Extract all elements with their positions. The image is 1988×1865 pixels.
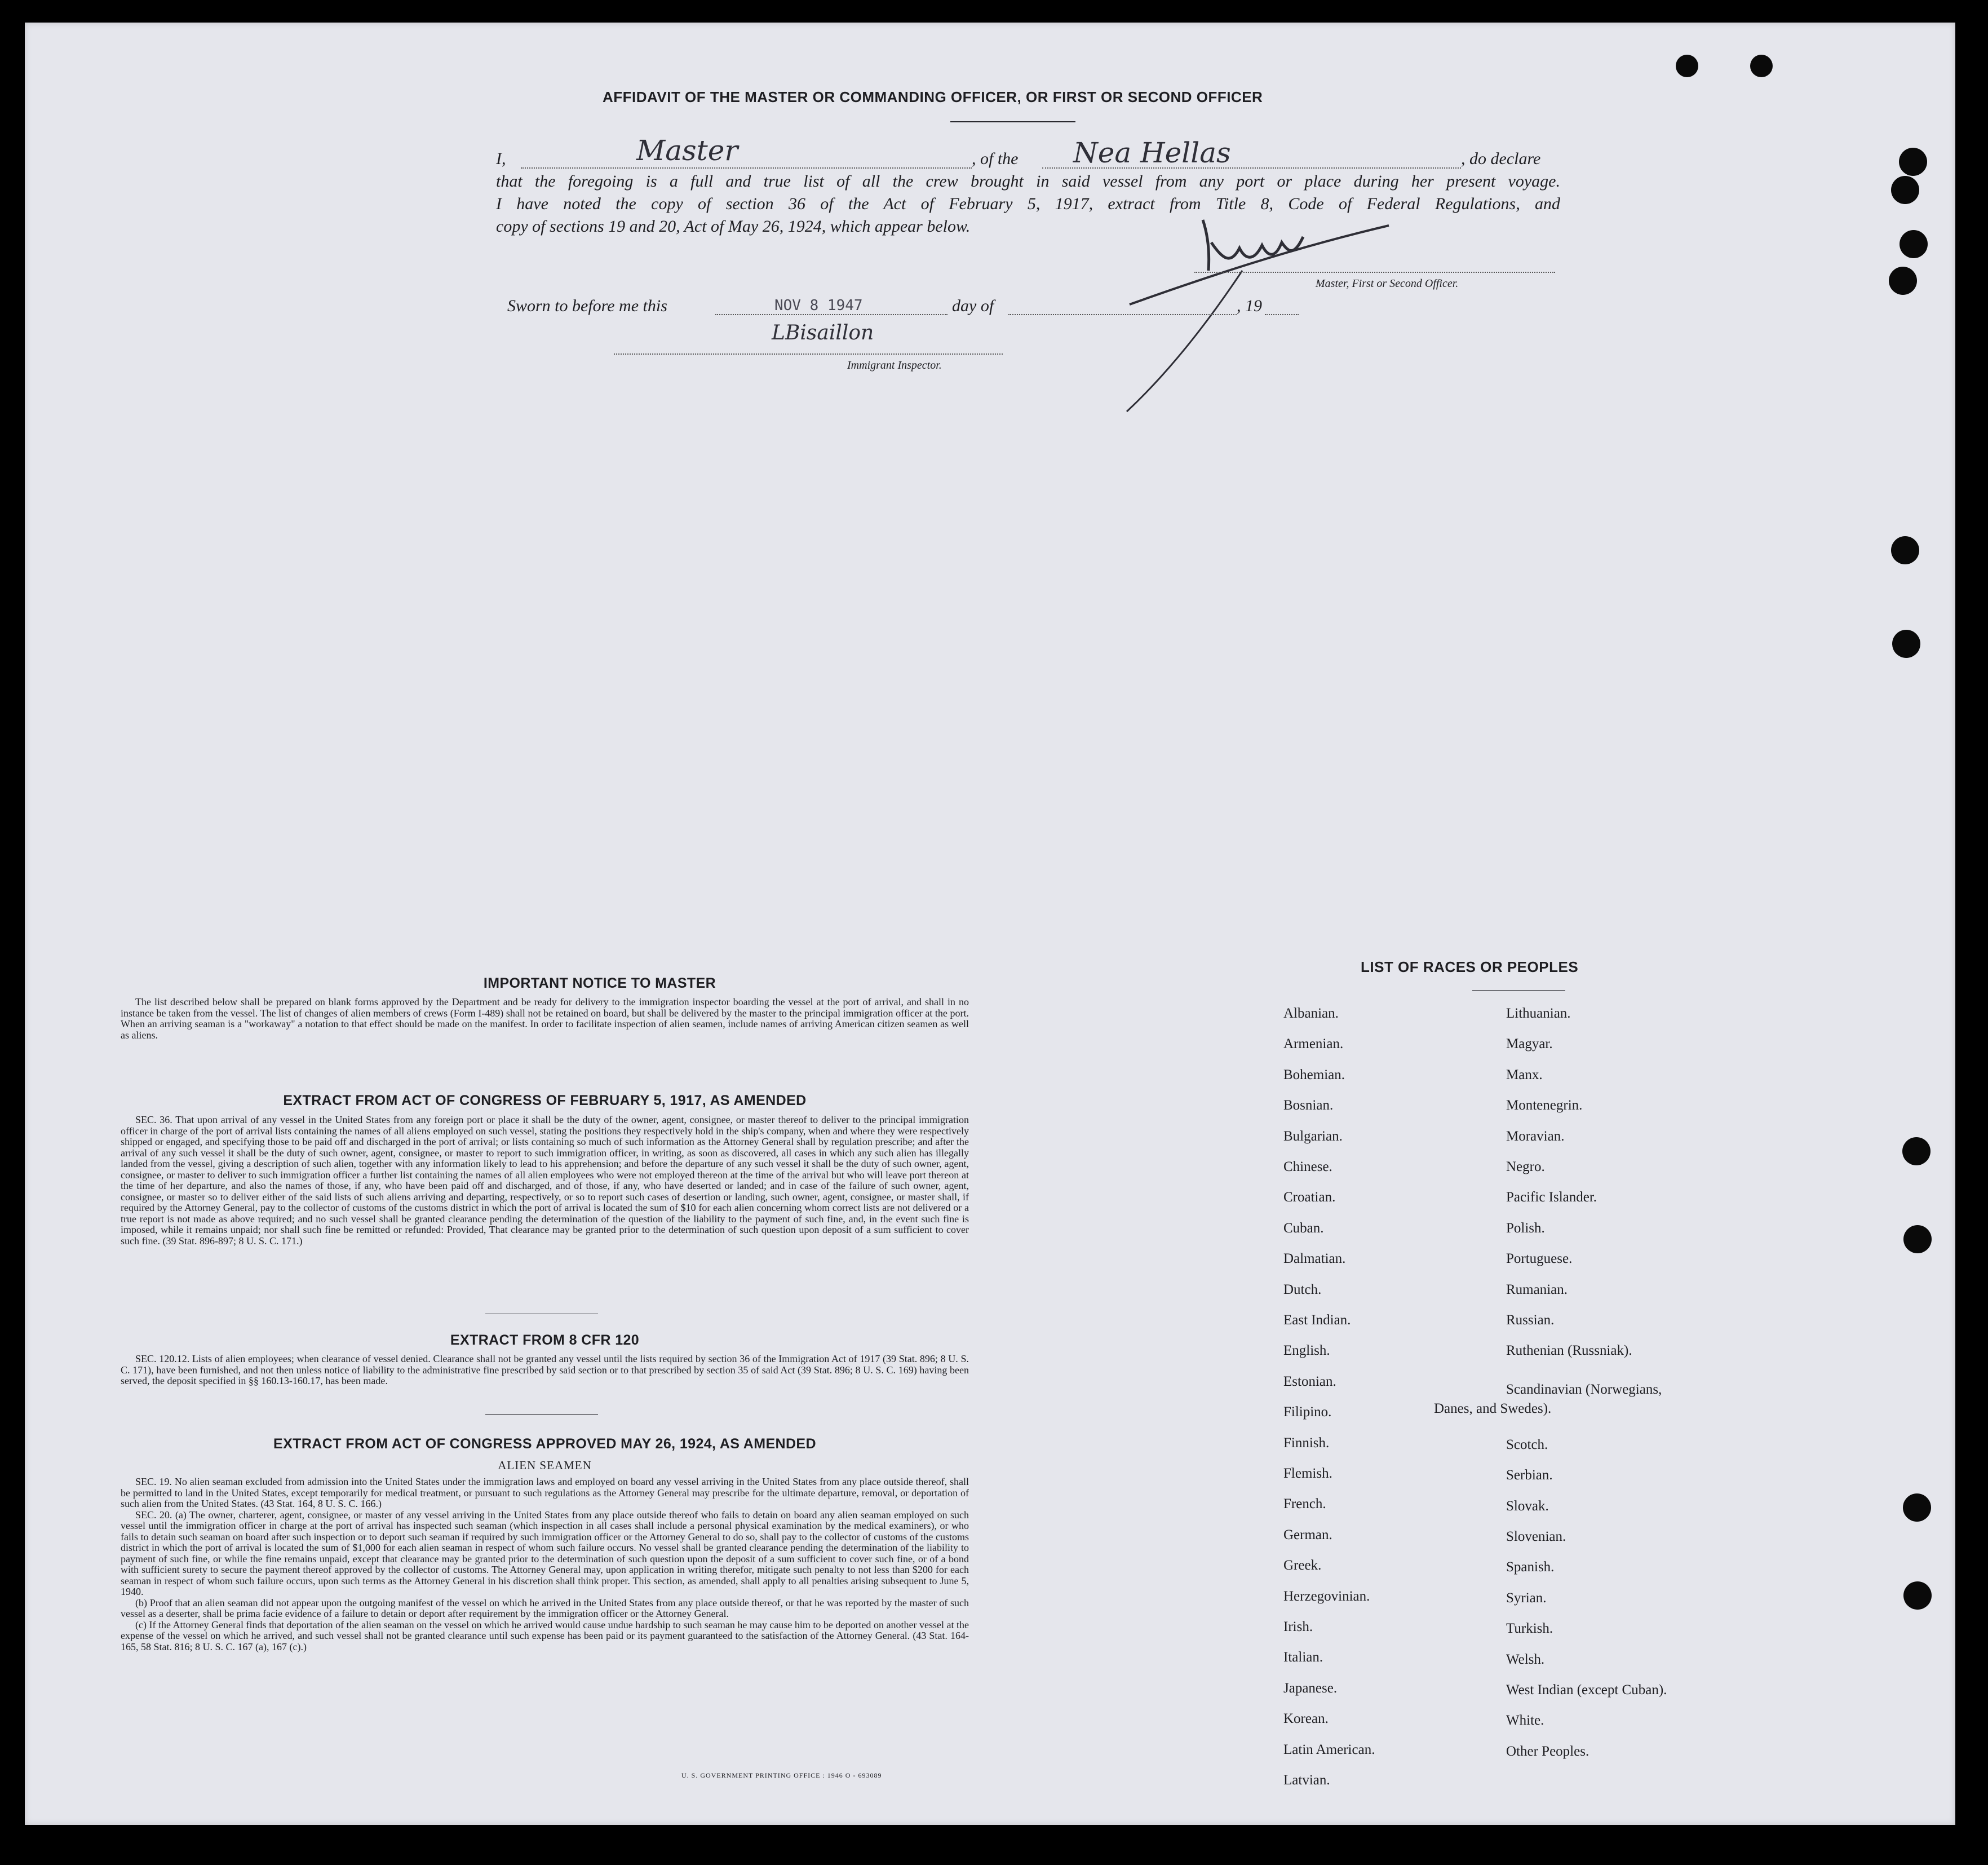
race-item: Korean.: [1283, 1711, 1329, 1727]
inspector-signature-handwritten: LBisaillon: [772, 321, 874, 344]
race-item: Irish.: [1283, 1619, 1313, 1634]
inspector-label: Immigrant Inspector.: [847, 359, 942, 372]
race-item: Spanish.: [1506, 1559, 1555, 1575]
extract-cfr-block: [121, 1354, 969, 1387]
punch-hole: [1889, 267, 1917, 295]
race-item: Croatian.: [1283, 1190, 1336, 1205]
document-page: [25, 23, 1955, 1825]
master-signature-label: Master, First or Second Officer.: [1316, 277, 1459, 290]
affidavit-line-2: that the foregoing is a full and true list of all the crew brought in said vessel from any port or place during her present voyage.: [496, 172, 1560, 191]
extract-1924-sec19: SEC. 19. No alien seaman excluded from admission into the United States under the immigration laws and employed on board any vessel arriving in the United States from any place outside thereof, shall be permitted to land in the United States, except temporarily for medical treatment, or pursuant to such regulations as the Attorney General may prescribe for the ultimate departure, removal, or deportation of such alien from the United States. (43 Stat. 164, 8 U. S. C. 166.): [121, 1476, 969, 1509]
punch-hole: [1676, 55, 1698, 77]
race-item: Bosnian.: [1283, 1098, 1334, 1113]
race-item: Other Peoples.: [1506, 1743, 1589, 1759]
races-title-underline: [1472, 990, 1565, 991]
divider-1924: [485, 1414, 598, 1415]
race-item: German.: [1283, 1527, 1332, 1543]
punch-hole: [1750, 55, 1773, 77]
race-item: Latin American.: [1283, 1742, 1375, 1757]
race-item: Polish.: [1506, 1220, 1545, 1236]
affidavit-line-3: I have noted the copy of section 36 of the Act of February 5, 1917, extract from Title 8, Code of Federal Regulations, and: [496, 195, 1560, 213]
race-item: Albanian.: [1283, 1006, 1339, 1021]
extract-1917-title: EXTRACT FROM ACT OF CONGRESS OF FEBRUARY 5, 1917, AS AMENDED: [283, 1093, 807, 1108]
punch-hole: [1903, 1581, 1932, 1610]
race-item: Manx.: [1506, 1067, 1543, 1082]
punch-hole: [1903, 1225, 1932, 1253]
race-item: Turkish.: [1506, 1621, 1553, 1637]
notice-body: The list described below shall be prepared on blank forms approved by the Department and be ready for delivery to the immigration inspector boarding the vessel at the port of arrival, and shall in no instance be taken from the vessel. The list of changes of alien members of crews (Form I-489) shall not be retained on board, but shall be delivered by the master to the principal immigration officer at the port. When an arriving seaman is a "workaway" a notation to that effect should be made on the manifest. In order to facilitate inspection of alien seamen, include names of arriving American citizen seamen as well as aliens.: [121, 996, 969, 1041]
notice-title: IMPORTANT NOTICE TO MASTER: [483, 975, 716, 991]
race-item: White.: [1506, 1713, 1544, 1729]
inspector-signature-line: [614, 353, 1003, 355]
race-item: Lithuanian.: [1506, 1006, 1571, 1021]
punch-hole: [1902, 1137, 1931, 1165]
affidavit-title: AFFIDAVIT OF THE MASTER OR COMMANDING OFFICER, OR FIRST OR SECOND OFFICER: [603, 89, 1263, 105]
sworn-date-line: [715, 314, 947, 315]
extract-1917-body: SEC. 36. That upon arrival of any vessel in the United States from any foreign port or place it shall be the duty of the owner, agent, consignee, or master thereof to deliver to the principal immigration officer in charge of the port of arrival lists containing the names of all aliens employed on such vessel, stating the positions they respectively hold in the ship's company, when and where they were respectively shipped or engaged, and specifying those to be paid off and discharged in the port of arrival; or lists containing so much of such information as the Attorney General shall by regulation prescribe; and after the arrival of any such vessel it shall be the duty of such owner, agent, consignee, or master to report to such immigration officer, in writing, as soon as discovered, all cases in which any such alien has illegally landed from the vessel, giving a description of such alien, together with any information likely to lead to his apprehension; and before the departure of any such vessel it shall be the duty of such owner, agent, consignee, or master to deliver to such immigration officer a further list containing the names of all alien employees who were not employed thereon at the time of the arrival but who will leave port thereon at the time of her departure, and also the names of those, if any, who have been paid off and discharged, and of those, if any, who have deserted or landed; and in case of the failure of such owner, agent, consignee, or master so to deliver either of the said lists of such aliens arriving and departing, respectively, or so to report such cases of desertion or landing, such owner, agent, consignee, or master shall, if required by the Attorney General, pay to the collector of customs of the customs district in which the port of arrival is located the sum of $10 for each alien concerning whom correct lists are not delivered or a true report is not made as above required; and no such vessel shall be granted clearance pending the determination of the question of the liability to the payment of such fine, and, in the event such fine is imposed, while it remains unpaid; nor shall such fine be remitted or refunded: Provided, That clearance may be granted prior to the determination of such question upon deposit of a sum sufficient to cover such fine. (39 Stat. 896-897; 8 U. S. C. 171.): [121, 1114, 969, 1247]
sworn-label: Sworn to before me this: [507, 297, 667, 315]
of-the-label: , of the: [972, 149, 1019, 168]
race-item: Dutch.: [1283, 1281, 1322, 1297]
punch-hole: [1899, 148, 1927, 176]
extract-1924-block: [121, 1477, 969, 1652]
extract-1924-sec20b: (b) Proof that an alien seaman did not appear upon the outgoing manifest of the vessel on which he arrived in the United States from any place outside thereof, or that he was reported by the master of such vessel as a deserter, shall be prima facie evidence of a failure to detain or deport after requirement by the immigration officer or the Attorney General.: [121, 1597, 969, 1619]
race-item: West Indian (except Cuban).: [1506, 1682, 1667, 1698]
punch-hole: [1892, 630, 1920, 658]
do-declare-label: , do declare: [1461, 149, 1541, 168]
punch-hole: [1891, 176, 1919, 204]
master-signature-line: [1194, 272, 1555, 273]
races-title: LIST OF RACES OR PEOPLES: [1361, 958, 1579, 975]
extract-cfr-title: EXTRACT FROM 8 CFR 120: [450, 1332, 640, 1348]
affidavit-line-4: copy of sections 19 and 20, Act of May 26, 1924, which appear below.: [496, 217, 971, 236]
race-item: Russian.: [1506, 1312, 1555, 1328]
race-item: French.: [1283, 1496, 1326, 1512]
race-item: Syrian.: [1506, 1590, 1547, 1606]
extract-cfr-body: SEC. 120.12. Lists of alien employees; when clearance of vessel denied. Clearance shall not be granted any vessel until the lists required by section 36 of the Immigration Act of 1917 (39 Stat. 896; 8 U. S. C. 171), have been furnished, and not then unless notice of liability to the administrative fine prescribed by said section or to that prescribed by section 35 of said Act (39 Stat. 896; 8 U. S. C. 169) having been served, the deposit specified in §§ 160.13-160.17, has been made.: [121, 1353, 969, 1386]
race-item: Negro.: [1506, 1159, 1545, 1174]
declarant-name-line: [521, 167, 972, 169]
race-item: Scotch.: [1506, 1437, 1548, 1452]
race-item: Japanese.: [1283, 1680, 1338, 1696]
extract-1924-title: EXTRACT FROM ACT OF CONGRESS APPROVED MAY 26, 1924, AS AMENDED: [273, 1436, 816, 1452]
race-item: Flemish.: [1283, 1466, 1332, 1481]
race-item: Slovenian.: [1506, 1529, 1566, 1544]
punch-hole: [1891, 536, 1919, 564]
race-item: Finnish.: [1283, 1435, 1330, 1451]
race-item: Moravian.: [1506, 1128, 1565, 1144]
race-item: Armenian.: [1283, 1036, 1344, 1052]
race-item: Cuban.: [1283, 1220, 1324, 1236]
master-signature-mark: [1124, 209, 1406, 423]
race-item: Magyar.: [1506, 1036, 1553, 1052]
race-item: Montenegrin.: [1506, 1098, 1583, 1113]
year-prefix: , 19: [1237, 297, 1262, 315]
race-item: Rumanian.: [1506, 1281, 1568, 1297]
vessel-name-handwritten: Nea Hellas: [1073, 136, 1231, 169]
alien-seamen-subtitle: ALIEN SEAMEN: [498, 1459, 592, 1472]
race-item: Italian.: [1283, 1650, 1323, 1665]
race-item: Bulgarian.: [1283, 1128, 1343, 1144]
race-item: Danes, and Swedes).: [1434, 1400, 1552, 1416]
race-item: Bohemian.: [1283, 1067, 1345, 1082]
race-item: Slovak.: [1506, 1498, 1549, 1514]
printing-office-footer: U. S. GOVERNMENT PRINTING OFFICE : 1946 O - 693089: [681, 1771, 882, 1779]
race-item: East Indian.: [1283, 1312, 1351, 1328]
race-item: Pacific Islander.: [1506, 1190, 1597, 1205]
title-underline: [950, 121, 1075, 122]
notice-block: [121, 997, 969, 1041]
race-item: Estonian.: [1283, 1373, 1336, 1389]
race-item: Latvian.: [1283, 1773, 1330, 1788]
extract-1924-sec20a: SEC. 20. (a) The owner, charterer, agent, consignee, or master of any vessel arriving in the United States from any place outside thereof who fails to detain on board any alien seaman employed on such vessel until the immigration officer in charge at the port of arrival has inspected such seaman (which inspection in all cases shall include a personal physical examination by the medical examiners), or who fails to detain such seaman on board after such inspection or to deport such seaman if required by such immigration officer or the Attorney General to do so, shall pay to the collector of customs of the customs district in which the port of arrival is located the sum of $1,000 for each alien seaman in respect of whom such failure occurs. No vessel shall be granted clearance pending the determination of the liability to payment of such fine, or while the fine remains unpaid, except that clearance may be granted prior to the determination of such question upon the deposit of a sum sufficient to cover such fine, or of a bond with sufficient surety to secure the payment thereof approved by the collector of customs. The Attorney General may, upon application in writing therefor, mitigate such penalty to not less than $200 for each seaman in respect of whom such failure occurs, upon such terms as the Attorney General in his discretion shall think proper. This section, as amended, shall apply to all penalties arising subsequent to June 5, 1940.: [121, 1509, 969, 1597]
race-item: Portuguese.: [1506, 1251, 1573, 1267]
extract-1917-block: [121, 1115, 969, 1247]
declarant-intro: I,: [496, 149, 506, 168]
race-item: Greek.: [1283, 1558, 1322, 1574]
day-of-label: day of: [952, 297, 994, 315]
date-stamp: NOV 8 1947: [774, 297, 863, 314]
race-item: Welsh.: [1506, 1651, 1545, 1667]
month-line: [1008, 314, 1237, 315]
race-item: Scandinavian (Norwegians,: [1506, 1381, 1662, 1397]
race-item: Filipino.: [1283, 1404, 1332, 1420]
declarant-name-handwritten: Master: [636, 134, 738, 167]
race-item: Dalmatian.: [1283, 1251, 1346, 1267]
race-item: English.: [1283, 1343, 1330, 1359]
punch-hole: [1903, 1493, 1931, 1522]
extract-1924-sec20c: (c) If the Attorney General finds that deportation of the alien seaman on the vessel on which he arrived would cause undue hardship to such seaman he may cause him to be deported on another vessel at the expense of the vessel on which he arrived, and such vessel shall not be granted clearance until such expense has been paid or its payment guaranteed to the satisfaction of the Attorney General. (43 Stat. 164-165, 58 Stat. 816; 8 U. S. C. 167 (a), 167 (c).): [121, 1619, 969, 1652]
punch-hole: [1900, 230, 1928, 258]
race-item: Herzegovinian.: [1283, 1588, 1370, 1604]
race-item: Ruthenian (Russniak).: [1506, 1343, 1632, 1359]
year-line: [1265, 314, 1299, 315]
race-item: Chinese.: [1283, 1159, 1332, 1174]
race-item: Serbian.: [1506, 1468, 1553, 1483]
